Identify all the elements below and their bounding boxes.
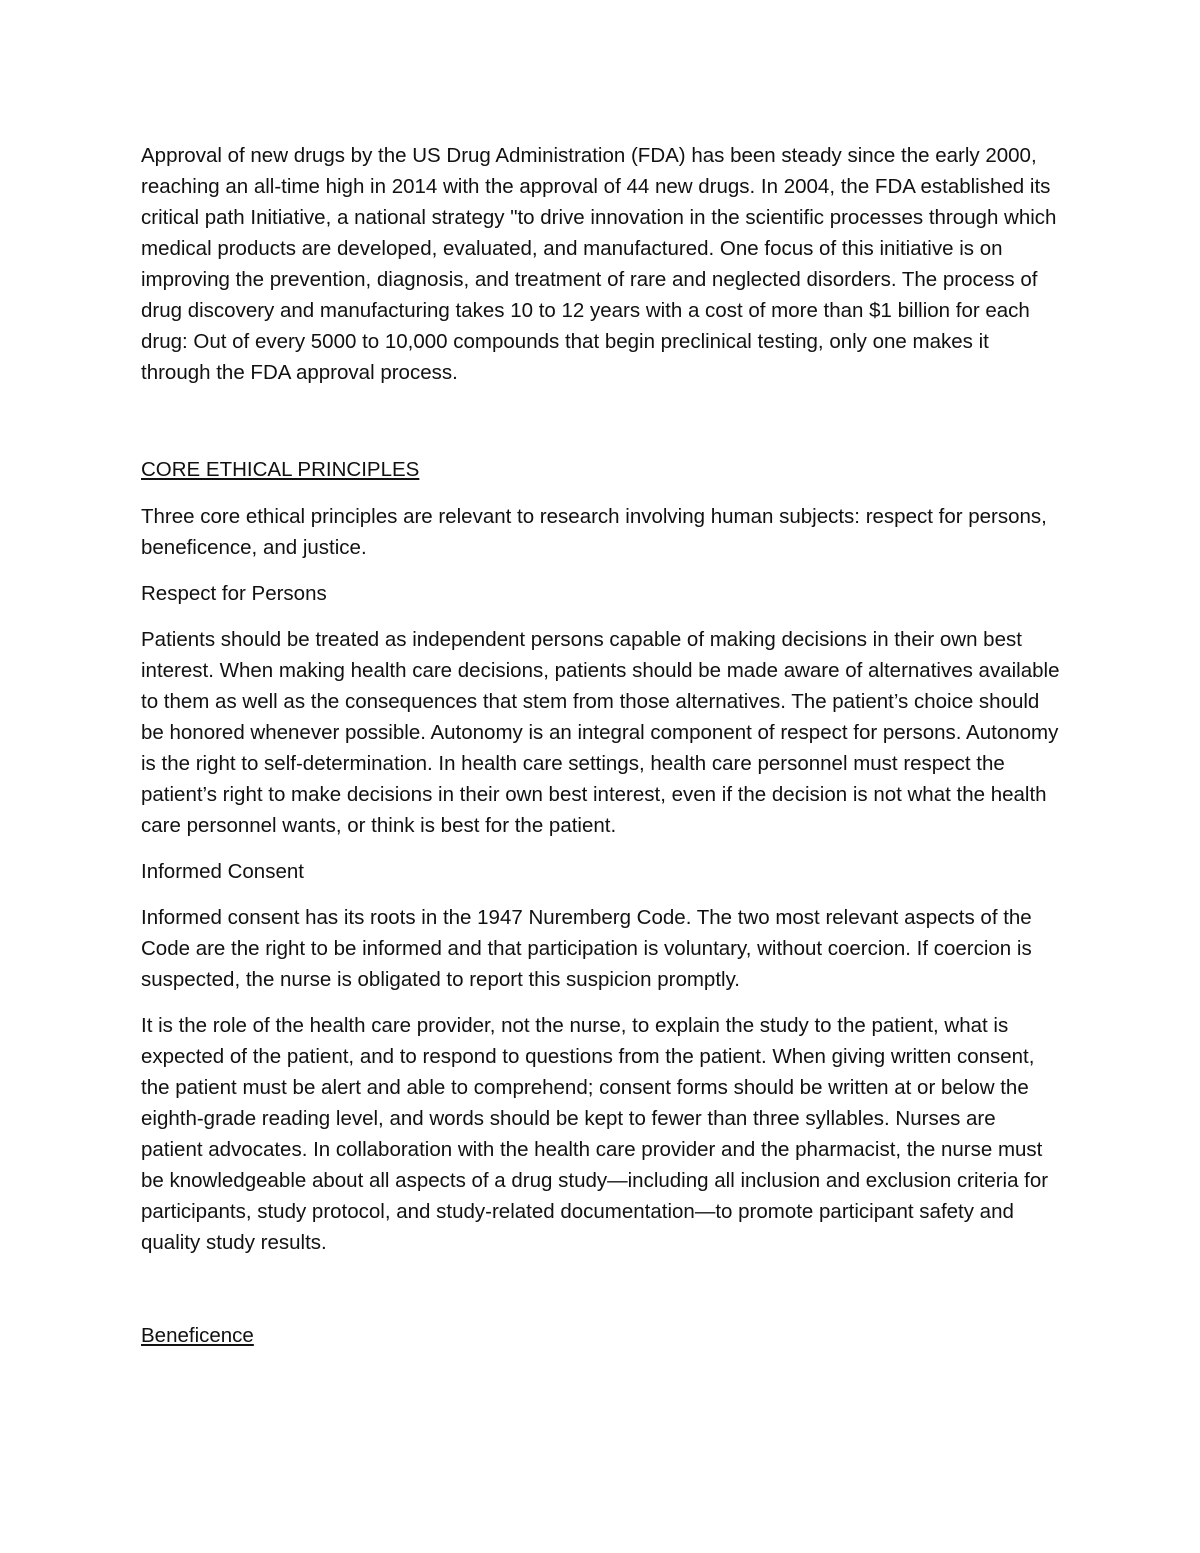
respect-for-persons-paragraph: Patients should be treated as independent persons capable of making decisions in their own best interest. When making health care decisions, patients should be made aware of alternatives available to them as well as the consequences that stem from those alternatives. The patient’s choice should be honored whenever possible. Autonomy is an integral component of respect for persons. Autonomy is the right to self-determination. In health care settings, health care personnel must respect the patient’s right to make decisions in their own best interest, even if the decision is not what the health care personnel wants, or think is best for the patient. <box>141 628 1060 837</box>
informed-consent-heading: Informed Consent <box>141 860 304 883</box>
informed-consent-paragraph-1: Informed consent has its roots in the 1947 Nuremberg Code. The two most relevant aspects of the Code are the right to be informed and that participation is voluntary, without coercion. If coercion is suspected, the nurse is obligated to report this suspicion promptly. <box>141 906 1032 991</box>
beneficence-heading: Beneficence <box>141 1324 254 1347</box>
intro-paragraph: Approval of new drugs by the US Drug Administration (FDA) has been steady since the early 2000, reaching an all-time high in 2014 with the approval of 44 new drugs. In 2004, the FDA established its critical path Initiative, a national strategy "to drive innovation in the scientific processes through which medical products are developed, evaluated, and manufactured. One focus of this initiative is on improving the prevention, diagnosis, and treatment of rare and neglected disorders. The process of drug discovery and manufacturing takes 10 to 12 years with a cost of more than $1 billion for each drug: Out of every 5000 to 10,000 compounds that begin preclinical testing, only one makes it through the FDA approval process. <box>141 144 1057 384</box>
core-ethical-principles-heading: CORE ETHICAL PRINCIPLES <box>141 458 420 481</box>
informed-consent-paragraph-2: It is the role of the health care provider, not the nurse, to explain the study to the patient, what is expected of the patient, and to respond to questions from the patient. When giving written consent, the patient must be alert and able to comprehend; consent forms should be written at or below the eighth-grade reading level, and words should be kept to fewer than three syllables. Nurses are patient advocates. In collaboration with the health care provider and the pharmacist, the nurse must be knowledgeable about all aspects of a drug study—including all inclusion and exclusion criteria for participants, study protocol, and study-related documentation—to promote participant safety and quality study results. <box>141 1014 1049 1254</box>
respect-for-persons-heading: Respect for Persons <box>141 582 327 605</box>
document-body <box>141 140 1061 1367</box>
core-principles-paragraph: Three core ethical principles are relevant to research involving human subjects: respect for persons, beneficence, and justice. <box>141 505 1047 559</box>
